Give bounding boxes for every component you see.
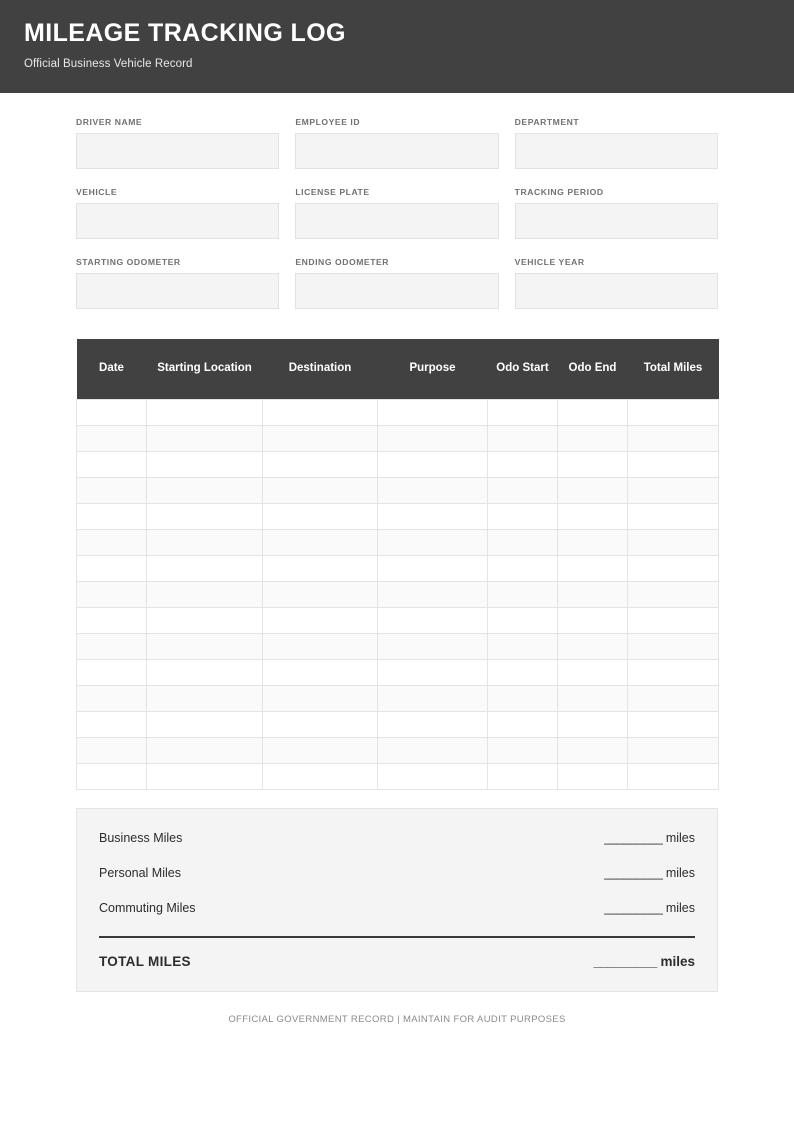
table-cell[interactable]	[378, 607, 488, 633]
table-cell[interactable]	[147, 685, 263, 711]
table-cell[interactable]	[488, 503, 558, 529]
table-cell[interactable]	[263, 737, 378, 763]
column-header-destination: Destination	[263, 339, 378, 399]
table-cell[interactable]	[147, 555, 263, 581]
table-cell[interactable]	[263, 451, 378, 477]
table-cell[interactable]	[378, 581, 488, 607]
table-cell[interactable]	[378, 477, 488, 503]
table-cell[interactable]	[628, 581, 719, 607]
table-cell[interactable]	[147, 503, 263, 529]
field-label-tracking-period: TRACKING PERIOD	[514, 187, 604, 197]
employee-id-input[interactable]	[295, 133, 498, 169]
table-cell[interactable]	[628, 529, 719, 555]
table-cell[interactable]	[263, 581, 378, 607]
table-cell[interactable]	[77, 685, 147, 711]
mileage-summary-box	[76, 808, 718, 992]
table-row	[77, 607, 719, 633]
table-cell[interactable]	[263, 555, 378, 581]
table-cell[interactable]	[628, 633, 719, 659]
table-cell[interactable]	[263, 685, 378, 711]
table-cell[interactable]	[147, 763, 263, 789]
driver-name-input[interactable]	[76, 133, 279, 169]
table-cell[interactable]	[488, 477, 558, 503]
summary-unit-personal-miles: miles	[665, 865, 695, 880]
table-cell[interactable]	[147, 477, 263, 503]
vehicle-input[interactable]	[76, 203, 279, 239]
table-cell[interactable]	[263, 399, 378, 425]
table-cell[interactable]	[263, 659, 378, 685]
ending-odometer-input[interactable]	[295, 273, 498, 309]
vehicle-info-form	[76, 93, 718, 327]
table-cell[interactable]	[378, 737, 488, 763]
field-label-starting-odometer: STARTING ODOMETER	[76, 257, 181, 267]
table-cell[interactable]	[147, 581, 263, 607]
table-cell[interactable]	[628, 685, 719, 711]
field-label-vehicle: VEHICLE	[76, 187, 118, 197]
summary-label-commuting-miles: Commuting Miles	[99, 900, 196, 915]
table-cell[interactable]	[77, 425, 147, 451]
table-cell[interactable]	[488, 685, 558, 711]
table-body	[77, 399, 719, 789]
table-cell[interactable]	[77, 711, 147, 737]
column-header-starting-location: Starting Location	[147, 339, 263, 399]
table-cell[interactable]	[77, 607, 147, 633]
table-cell[interactable]	[558, 503, 628, 529]
table-cell[interactable]	[263, 503, 378, 529]
summary-value-commuting-miles[interactable]	[604, 901, 695, 915]
table-cell[interactable]	[77, 581, 147, 607]
table-cell[interactable]	[263, 711, 378, 737]
summary-row-commuting-miles	[99, 901, 695, 915]
mileage-log-table-wrapper	[76, 339, 718, 790]
table-row	[77, 659, 719, 685]
table-cell[interactable]	[488, 737, 558, 763]
field-ending-odometer	[295, 257, 498, 309]
table-row	[77, 763, 719, 789]
summary-divider	[99, 936, 695, 938]
table-header-row	[77, 339, 719, 399]
field-vehicle	[76, 187, 279, 239]
table-row	[77, 581, 719, 607]
field-label-vehicle-year: VEHICLE YEAR	[514, 257, 585, 267]
table-cell[interactable]	[488, 399, 558, 425]
summary-value-personal-miles[interactable]	[604, 866, 695, 880]
tracking-period-input[interactable]	[515, 203, 718, 239]
table-cell[interactable]	[77, 633, 147, 659]
table-cell[interactable]	[558, 633, 628, 659]
table-row	[77, 503, 719, 529]
table-cell[interactable]	[147, 711, 263, 737]
table-cell[interactable]	[378, 633, 488, 659]
table-cell[interactable]	[488, 659, 558, 685]
column-header-total-miles: Total Miles	[628, 339, 719, 399]
field-label-license-plate: LICENSE PLATE	[295, 187, 370, 197]
table-cell[interactable]	[628, 425, 719, 451]
table-row	[77, 711, 719, 737]
table-cell[interactable]	[628, 659, 719, 685]
table-cell[interactable]	[558, 711, 628, 737]
field-vehicle-year	[515, 257, 718, 309]
vehicle-year-input[interactable]	[515, 273, 718, 309]
table-cell[interactable]	[558, 451, 628, 477]
table-cell[interactable]	[77, 763, 147, 789]
table-cell[interactable]	[488, 529, 558, 555]
table-cell[interactable]	[147, 659, 263, 685]
table-cell[interactable]	[628, 451, 719, 477]
column-header-date: Date	[77, 339, 147, 399]
table-cell[interactable]	[263, 607, 378, 633]
table-cell[interactable]	[263, 529, 378, 555]
table-cell[interactable]	[378, 685, 488, 711]
table-cell[interactable]	[558, 399, 628, 425]
table-cell[interactable]	[147, 529, 263, 555]
table-cell[interactable]	[77, 399, 147, 425]
table-cell[interactable]	[378, 555, 488, 581]
table-cell[interactable]	[558, 763, 628, 789]
table-row	[77, 555, 719, 581]
table-cell[interactable]	[263, 477, 378, 503]
column-header-purpose: Purpose	[378, 339, 488, 399]
table-row	[77, 451, 719, 477]
document-header	[0, 0, 794, 93]
table-cell[interactable]	[77, 659, 147, 685]
table-cell[interactable]	[77, 529, 147, 555]
table-cell[interactable]	[488, 425, 558, 451]
document-footer: OFFICIAL GOVERNMENT RECORD | MAINTAIN FOR AUDIT PURPOSES	[228, 1013, 566, 1025]
field-label-driver-name: DRIVER NAME	[76, 117, 143, 127]
summary-unit-commuting-miles: miles	[665, 900, 695, 915]
field-label-department: DEPARTMENT	[514, 117, 580, 127]
table-cell[interactable]	[488, 555, 558, 581]
summary-row-personal-miles	[99, 866, 695, 880]
table-cell[interactable]	[77, 477, 147, 503]
field-employee-id	[295, 117, 498, 169]
starting-odometer-input[interactable]	[76, 273, 279, 309]
table-cell[interactable]	[77, 451, 147, 477]
table-cell[interactable]	[558, 581, 628, 607]
table-cell[interactable]	[558, 607, 628, 633]
field-driver-name	[76, 117, 279, 169]
table-cell[interactable]	[558, 659, 628, 685]
field-label-employee-id: EMPLOYEE ID	[295, 117, 361, 127]
table-cell[interactable]	[488, 763, 558, 789]
table-row	[77, 685, 719, 711]
table-cell[interactable]	[488, 451, 558, 477]
table-cell[interactable]	[378, 711, 488, 737]
table-cell[interactable]	[263, 763, 378, 789]
table-cell[interactable]	[488, 581, 558, 607]
table-row	[77, 737, 719, 763]
table-cell[interactable]	[628, 399, 719, 425]
table-cell[interactable]	[147, 737, 263, 763]
table-cell[interactable]	[488, 711, 558, 737]
summary-blank-total-miles: _________	[593, 953, 657, 969]
license-plate-input[interactable]	[295, 203, 498, 239]
table-cell[interactable]	[628, 607, 719, 633]
table-cell[interactable]	[628, 763, 719, 789]
table-cell[interactable]	[558, 685, 628, 711]
field-label-ending-odometer: ENDING ODOMETER	[295, 257, 390, 267]
summary-blank-commuting-miles: _________	[604, 900, 663, 915]
field-license-plate	[295, 187, 498, 239]
table-cell[interactable]	[378, 425, 488, 451]
summary-unit-total-miles: miles	[660, 953, 695, 969]
table-cell[interactable]	[378, 451, 488, 477]
table-cell[interactable]	[628, 477, 719, 503]
table-cell[interactable]	[628, 503, 719, 529]
summary-label-business-miles: Business Miles	[99, 830, 183, 845]
table-cell[interactable]	[488, 607, 558, 633]
table-cell[interactable]	[77, 555, 147, 581]
summary-label-personal-miles: Personal Miles	[99, 865, 181, 880]
mileage-log-table	[76, 339, 719, 790]
page-body	[0, 93, 794, 1025]
table-row	[77, 477, 719, 503]
table-cell[interactable]	[378, 659, 488, 685]
table-cell[interactable]	[558, 555, 628, 581]
department-input[interactable]	[515, 133, 718, 169]
field-department	[515, 117, 718, 169]
summary-row-total-miles	[99, 954, 695, 969]
summary-label-total-miles: TOTAL MILES	[99, 953, 191, 969]
table-cell[interactable]	[558, 477, 628, 503]
table-cell[interactable]	[378, 399, 488, 425]
summary-row-business-miles	[99, 831, 695, 845]
table-header	[77, 339, 719, 399]
summary-value-business-miles[interactable]	[604, 831, 695, 845]
table-cell[interactable]	[147, 451, 263, 477]
table-cell[interactable]	[488, 633, 558, 659]
table-cell[interactable]	[263, 633, 378, 659]
field-starting-odometer	[76, 257, 279, 309]
table-cell[interactable]	[263, 425, 378, 451]
table-cell[interactable]	[147, 425, 263, 451]
table-row	[77, 425, 719, 451]
table-row	[77, 529, 719, 555]
table-cell[interactable]	[628, 555, 719, 581]
column-header-odo-end: Odo End	[558, 339, 628, 399]
table-cell[interactable]	[77, 503, 147, 529]
summary-value-total-miles[interactable]	[594, 954, 695, 969]
summary-blank-personal-miles: _________	[604, 865, 663, 880]
table-cell[interactable]	[147, 607, 263, 633]
page-title: MILEAGE TRACKING LOG	[24, 19, 346, 47]
table-cell[interactable]	[558, 529, 628, 555]
table-cell[interactable]	[147, 633, 263, 659]
table-cell[interactable]	[378, 763, 488, 789]
table-row	[77, 633, 719, 659]
table-cell[interactable]	[558, 737, 628, 763]
table-cell[interactable]	[378, 503, 488, 529]
column-header-odo-start: Odo Start	[488, 339, 558, 399]
table-cell[interactable]	[628, 737, 719, 763]
page-subtitle: Official Business Vehicle Record	[24, 57, 193, 70]
table-cell[interactable]	[558, 425, 628, 451]
table-cell[interactable]	[147, 399, 263, 425]
table-cell[interactable]	[77, 737, 147, 763]
field-tracking-period	[515, 187, 718, 239]
summary-unit-business-miles: miles	[665, 830, 695, 845]
table-cell[interactable]	[628, 711, 719, 737]
table-cell[interactable]	[378, 529, 488, 555]
table-row	[77, 399, 719, 425]
summary-blank-business-miles: _________	[604, 830, 663, 845]
